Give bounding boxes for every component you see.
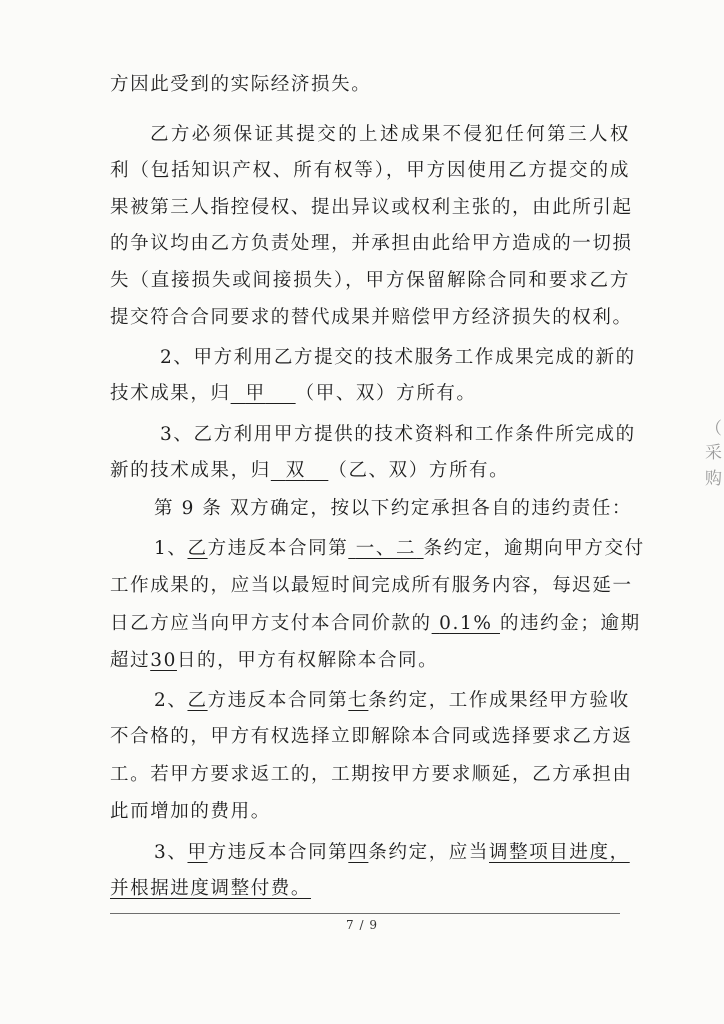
text-line: 方因此受到的实际经济损失。 bbox=[110, 74, 372, 95]
filled-blank: 调整项目进度， bbox=[489, 842, 630, 863]
text-line: 果被第三人指控侵权、提出异议或权利主张的，由此所引起 bbox=[110, 197, 633, 218]
text-line: 日乙方应当向甲方支付本合同价款的 0.1% 的违约金；逾期 bbox=[110, 613, 641, 634]
text-line: 工作成果的，应当以最短时间完成所有服务内容，每迟延一 bbox=[110, 575, 633, 596]
text-line: 此而增加的费用。 bbox=[110, 801, 271, 822]
text-line: 利（包括知识产权、所有权等），甲方因使用乙方提交的成 bbox=[110, 160, 630, 181]
text-line: 技术成果，归 甲 （甲、双）方所有。 bbox=[110, 383, 477, 404]
filled-blank: 30 bbox=[150, 650, 177, 671]
text-line bbox=[110, 876, 630, 902]
seal-char: 购 bbox=[705, 469, 722, 489]
text-line: 乙方必须保证其提交的上述成果不侵犯任何第三人权 bbox=[150, 124, 630, 145]
text-line: 的争议均由乙方负责处理，并承担由此给甲方造成的一切损 bbox=[110, 233, 633, 254]
text-line: 3、甲方违反本合同第四条约定，应当调整项目进度， bbox=[154, 842, 630, 863]
text-line: 工。若甲方要求返工的，工期按甲方要求顺延，乙方承担由 bbox=[110, 764, 633, 785]
filled-blank: 四 bbox=[348, 842, 369, 863]
text-line: 超过30日的，甲方有权解除本合同。 bbox=[110, 650, 439, 671]
text-line: 提交符合合同要求的替代成果并赔偿甲方经济损失的权利。 bbox=[110, 307, 633, 328]
text-line: 1、乙方违反本合同第 一、二 条约定，逾期向甲方交付 bbox=[154, 538, 645, 559]
filled-blank: 甲 bbox=[187, 842, 208, 863]
page-number: 7 / 9 bbox=[346, 918, 378, 932]
text-line: 3、乙方利用甲方提供的技术资料和工作条件所完成的 bbox=[160, 424, 636, 445]
text-line: 新的技术成果，归 双 （乙、双）方所有。 bbox=[110, 460, 510, 481]
text-line: 2、乙方违反本合同第七条约定，工作成果经甲方验收 bbox=[154, 690, 630, 711]
filled-blank: 并根据进度调整付费。 bbox=[110, 878, 312, 899]
filled-blank: 乙 bbox=[187, 538, 208, 559]
text-line: 2、甲方利用乙方提交的技术服务工作成果完成的新的 bbox=[160, 347, 636, 368]
filled-blank: 双 bbox=[285, 460, 306, 481]
seal-stamp-edge bbox=[699, 410, 724, 560]
footer-divider bbox=[110, 913, 620, 914]
seal-char: （ bbox=[705, 419, 722, 439]
filled-blank: 0.1% bbox=[439, 613, 493, 634]
article-heading: 第 9 条 双方确定，按以下约定承担各自的违约责任： bbox=[154, 498, 633, 519]
filled-blank: 七 bbox=[348, 690, 369, 711]
filled-blank: 甲 bbox=[245, 383, 266, 404]
filled-blank: 一、二 bbox=[355, 538, 417, 559]
text-line: 不合格的，甲方有权选择立即解除本合同或选择要求乙方返 bbox=[110, 726, 633, 747]
seal-char: 采 bbox=[705, 443, 722, 463]
filled-blank: 乙 bbox=[187, 690, 208, 711]
text-line: 失（直接损失或间接损失），甲方保留解除合同和要求乙方 bbox=[110, 270, 630, 291]
